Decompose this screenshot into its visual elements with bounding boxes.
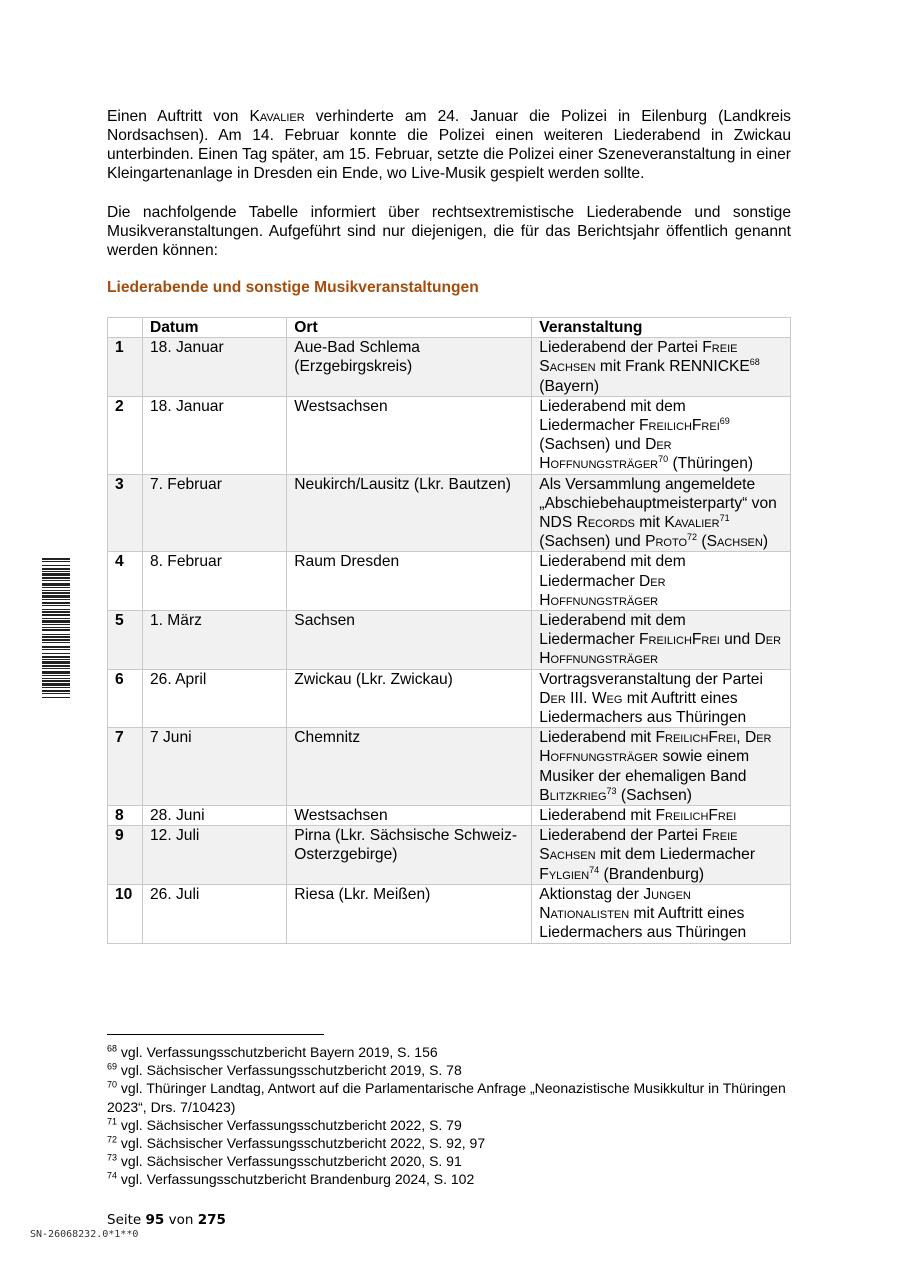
event-text: FreilichFrei bbox=[655, 729, 737, 747]
event-text: Freie Sachsen bbox=[539, 339, 738, 376]
event-text: (Thüringen) bbox=[668, 455, 754, 473]
event-text: mit Auftritt eines Liedermachers aus Thüringen bbox=[539, 689, 747, 727]
intro-text-rest: verhinderte am 24. Januar die Polizei in Eilenburg (Landkreis Nordsachsen). Am 14. Februar konnte die Polizei einen weiteren Liederabend in Zwickau unterbinden. Einen Tag später, am 15. Februar, setzte die Polizei einer Szeneveranstaltung in einer Kleingartenanlage in Dresden ein Ende, wo Live-Musik gespielt werden sollte. bbox=[107, 108, 791, 182]
event-text: (Bayern) bbox=[539, 377, 600, 395]
event-text: Liederabend mit bbox=[539, 729, 656, 747]
event-text: Vortragsveranstaltung der Partei bbox=[539, 670, 763, 688]
event-text: sowie einem Musiker der ehemaligen Band bbox=[539, 748, 750, 785]
row-event bbox=[532, 884, 791, 943]
table-row bbox=[108, 338, 791, 397]
barcode-bar bbox=[42, 620, 70, 623]
barcode-bar bbox=[42, 599, 70, 600]
footnote bbox=[107, 1061, 797, 1079]
barcode-bar bbox=[42, 656, 70, 658]
page-mid: von bbox=[164, 1212, 198, 1228]
footnote-number: 69 bbox=[107, 1061, 118, 1072]
barcode-bar bbox=[42, 639, 70, 641]
row-place: Zwickau (Lkr. Zwickau) bbox=[287, 669, 532, 728]
row-place: Riesa (Lkr. Meißen) bbox=[287, 884, 532, 943]
footnote-number: 68 bbox=[107, 1043, 118, 1054]
footnotes bbox=[107, 1043, 797, 1189]
footnote-text: vgl. Thüringer Landtag, Antwort auf die Parlamentarische Anfrage „Neonazistische Musikkultur in Thüringen 2023“, Drs. 7/10423) bbox=[107, 1080, 786, 1115]
table-row bbox=[108, 396, 791, 474]
footnote bbox=[107, 1152, 797, 1170]
event-text: Records bbox=[576, 514, 635, 532]
event-text: Liederabend mit dem Liedermacher bbox=[539, 553, 686, 590]
page-number bbox=[107, 1212, 226, 1228]
document-code: SN-26068232.0*1**0 bbox=[30, 1229, 139, 1240]
row-date: 8. Februar bbox=[142, 552, 286, 611]
barcode-bar bbox=[42, 665, 70, 667]
barcode-bar bbox=[42, 680, 70, 682]
table-row bbox=[108, 728, 791, 806]
barcode-bar bbox=[42, 595, 70, 598]
event-text: Blitzkrieg bbox=[539, 786, 607, 804]
table-heading: Liederabende und sonstige Musikveranstaltungen bbox=[107, 279, 479, 296]
table-intro-paragraph: Die nachfolgende Tabelle informiert über rechtsextremistische Liederabende und sonstige Musikveranstaltungen. Aufgeführt sind nur diejenigen, die für das Berichtsjahr öffentlich genannt werden können: bbox=[107, 204, 791, 259]
event-text: , bbox=[736, 729, 745, 747]
page-total: 275 bbox=[197, 1212, 226, 1228]
barcode-bar bbox=[42, 668, 70, 669]
row-event bbox=[532, 826, 791, 885]
table-row bbox=[108, 611, 791, 670]
barcode-bar bbox=[42, 678, 70, 679]
event-text: FreilichFrei bbox=[638, 631, 720, 649]
event-text: (Brandenburg) bbox=[599, 865, 705, 883]
event-text: ) bbox=[762, 533, 769, 551]
barcode-bar bbox=[42, 671, 70, 674]
table-row bbox=[108, 884, 791, 943]
event-text: Liederabend mit bbox=[539, 807, 656, 825]
barcode-bar bbox=[42, 580, 70, 581]
barcode-bar bbox=[42, 561, 70, 562]
row-date: 26. Juli bbox=[142, 884, 286, 943]
event-text: Der Hoffnungsträger bbox=[539, 436, 672, 473]
footnote bbox=[107, 1116, 797, 1134]
barcode-bar bbox=[42, 636, 70, 638]
row-date: 26. April bbox=[142, 669, 286, 728]
barcode-bar bbox=[42, 661, 70, 664]
footnote bbox=[107, 1134, 797, 1152]
barcode-bar bbox=[42, 605, 70, 606]
barcode-bar bbox=[42, 583, 70, 586]
footnote-number: 74 bbox=[107, 1170, 118, 1181]
barcode-bar bbox=[42, 587, 70, 588]
barcode-bar bbox=[42, 568, 70, 570]
footnote bbox=[107, 1170, 797, 1188]
column-header-number bbox=[108, 318, 143, 338]
footnote-separator bbox=[107, 1034, 324, 1035]
event-text: Liederabend mit dem Liedermacher bbox=[539, 612, 686, 649]
event-text: (Sachsen) bbox=[616, 786, 692, 804]
event-text: Fylgien bbox=[539, 865, 590, 883]
footnote-ref: 72 bbox=[687, 532, 698, 543]
column-header-event: Veranstaltung bbox=[532, 318, 791, 338]
row-date: 7. Februar bbox=[142, 474, 286, 552]
footnote-text: vgl. Sächsischer Verfassungsschutzbericht 2020, S. 91 bbox=[117, 1153, 462, 1170]
footnote-number: 71 bbox=[107, 1116, 118, 1127]
event-text: mit dem Liedermacher bbox=[595, 846, 756, 864]
barcode-bar bbox=[42, 573, 70, 576]
event-text: (Sachsen) und bbox=[539, 436, 646, 454]
table-header-row bbox=[108, 318, 791, 338]
row-number: 9 bbox=[108, 826, 143, 885]
row-place: Chemnitz bbox=[287, 728, 532, 806]
barcode-bar bbox=[42, 690, 70, 692]
event-text: Als Versammlung angemeldete „Abschiebehauptmeisterparty“ von NDS bbox=[539, 475, 777, 532]
row-number: 7 bbox=[108, 728, 143, 806]
table-row bbox=[108, 552, 791, 611]
footnote-text: vgl. Sächsischer Verfassungsschutzbericht 2022, S. 92, 97 bbox=[117, 1135, 486, 1152]
footnote-number: 70 bbox=[107, 1079, 118, 1090]
barcode-bar bbox=[42, 571, 70, 572]
barcode-bar bbox=[42, 659, 70, 660]
column-header-place: Ort bbox=[287, 318, 532, 338]
row-date: 1. März bbox=[142, 611, 286, 670]
row-number: 5 bbox=[108, 611, 143, 670]
row-place: Pirna (Lkr. Sächsische Schweiz-Osterzgebirge) bbox=[287, 826, 532, 885]
event-text: und bbox=[719, 631, 755, 649]
events-table bbox=[107, 317, 791, 944]
event-text: Liederabend der Partei bbox=[539, 827, 703, 845]
barcode-bar bbox=[42, 693, 70, 694]
barcode-bar bbox=[42, 611, 70, 613]
event-text: FreilichFrei bbox=[655, 807, 737, 825]
row-date: 28. Juni bbox=[142, 806, 286, 826]
barcode-bar bbox=[42, 624, 70, 625]
barcode-bar bbox=[42, 614, 70, 616]
barcode-bar bbox=[42, 592, 70, 594]
row-place: Westsachsen bbox=[287, 396, 532, 474]
barcode-bar bbox=[42, 634, 70, 635]
event-text: Freie Sachsen bbox=[539, 827, 738, 864]
table-row bbox=[108, 806, 791, 826]
row-event bbox=[532, 806, 791, 826]
event-text: Sachsen bbox=[706, 533, 763, 551]
row-number: 10 bbox=[108, 884, 143, 943]
event-text: mit Auftritt eines Liedermachers aus Thüringen bbox=[539, 905, 747, 942]
row-number: 3 bbox=[108, 474, 143, 552]
row-event bbox=[532, 669, 791, 728]
row-date: 18. Januar bbox=[142, 338, 286, 397]
footnote-ref: 69 bbox=[719, 415, 730, 426]
barcode-bar bbox=[42, 642, 70, 643]
barcode-bar bbox=[42, 646, 70, 648]
table-row bbox=[108, 669, 791, 728]
barcode-bar bbox=[42, 577, 70, 579]
row-number: 6 bbox=[108, 669, 143, 728]
row-place: Sachsen bbox=[287, 611, 532, 670]
barcode-bar bbox=[42, 609, 70, 610]
event-text: mit Frank RENNICKE bbox=[595, 358, 750, 376]
event-text: (Sachsen) und bbox=[539, 533, 646, 551]
footnote-text: vgl. Verfassungsschutzbericht Brandenburg 2024, S. 102 bbox=[117, 1171, 475, 1188]
row-number: 1 bbox=[108, 338, 143, 397]
event-text: Der Hoffnungsträger bbox=[539, 729, 772, 766]
barcode-bar bbox=[42, 558, 70, 560]
row-number: 8 bbox=[108, 806, 143, 826]
event-text: FreilichFrei bbox=[638, 417, 720, 435]
row-event bbox=[532, 611, 791, 670]
event-text: Proto bbox=[645, 533, 688, 551]
barcode-bar bbox=[42, 687, 70, 688]
event-text: mit bbox=[634, 514, 665, 532]
event-text: Der Hoffnungsträger bbox=[539, 631, 782, 668]
row-number: 2 bbox=[108, 396, 143, 474]
row-date: 18. Januar bbox=[142, 396, 286, 474]
event-text: Liederabend mit dem Liedermacher bbox=[539, 397, 686, 435]
table-row bbox=[108, 826, 791, 885]
event-text: Jungen Nationalisten bbox=[539, 885, 691, 923]
footnote-number: 72 bbox=[107, 1134, 118, 1145]
footnote-ref: 70 bbox=[658, 454, 669, 465]
barcode-bar bbox=[42, 649, 70, 650]
row-event bbox=[532, 728, 791, 806]
intro-text-start: Einen Auftritt von bbox=[107, 108, 250, 125]
barcode-bar bbox=[42, 590, 70, 591]
page-current: 95 bbox=[145, 1212, 165, 1228]
event-text: Der III. Weg bbox=[539, 689, 623, 707]
event-text: Der Hoffnungsträger bbox=[539, 572, 666, 609]
event-text: Aktionstag der bbox=[539, 885, 644, 903]
band-name-kavalier: Kavalier bbox=[249, 108, 305, 125]
barcode-bar bbox=[42, 683, 70, 686]
row-place: Aue-Bad Schlema (Erzgebirgskreis) bbox=[287, 338, 532, 397]
table-row bbox=[108, 474, 791, 552]
row-event bbox=[532, 396, 791, 474]
event-text: Liederabend der Partei bbox=[539, 339, 703, 357]
footnote-text: vgl. Sächsischer Verfassungsschutzbericht 2022, S. 79 bbox=[117, 1116, 462, 1133]
footnote-text: vgl. Verfassungsschutzbericht Bayern 2019, S. 156 bbox=[117, 1044, 438, 1060]
row-place: Neukirch/Lausitz (Lkr. Bautzen) bbox=[287, 474, 532, 552]
barcode-bar bbox=[42, 629, 70, 631]
footnote-ref: 71 bbox=[719, 512, 730, 523]
row-place: Raum Dresden bbox=[287, 552, 532, 611]
row-date: 12. Juli bbox=[142, 826, 286, 885]
barcode-bar bbox=[42, 602, 70, 604]
row-date: 7 Juni bbox=[142, 728, 286, 806]
row-place: Westsachsen bbox=[287, 806, 532, 826]
event-text: ( bbox=[697, 533, 707, 551]
barcode-bar bbox=[42, 675, 70, 676]
row-number: 4 bbox=[108, 552, 143, 611]
column-header-date: Datum bbox=[142, 318, 286, 338]
footnote-ref: 74 bbox=[589, 864, 600, 875]
event-text: Kavalier bbox=[664, 514, 720, 532]
footnote-number: 73 bbox=[107, 1152, 118, 1163]
row-event bbox=[532, 474, 791, 552]
footnote-ref: 73 bbox=[606, 785, 617, 796]
footnote-ref: 68 bbox=[749, 357, 760, 368]
barcode-bar bbox=[42, 627, 70, 628]
barcode-image bbox=[28, 556, 72, 714]
footnote bbox=[107, 1043, 797, 1061]
barcode-bar bbox=[42, 697, 70, 698]
footnote bbox=[107, 1079, 797, 1115]
footnote-text: vgl. Sächsischer Verfassungsschutzbericht 2019, S. 78 bbox=[117, 1062, 462, 1079]
barcode-bar bbox=[42, 653, 70, 654]
intro-paragraph bbox=[107, 107, 791, 183]
row-event bbox=[532, 552, 791, 611]
row-event bbox=[532, 338, 791, 397]
page-prefix: Seite bbox=[107, 1212, 146, 1228]
barcode-bar bbox=[42, 618, 70, 619]
barcode-bar bbox=[42, 565, 70, 566]
